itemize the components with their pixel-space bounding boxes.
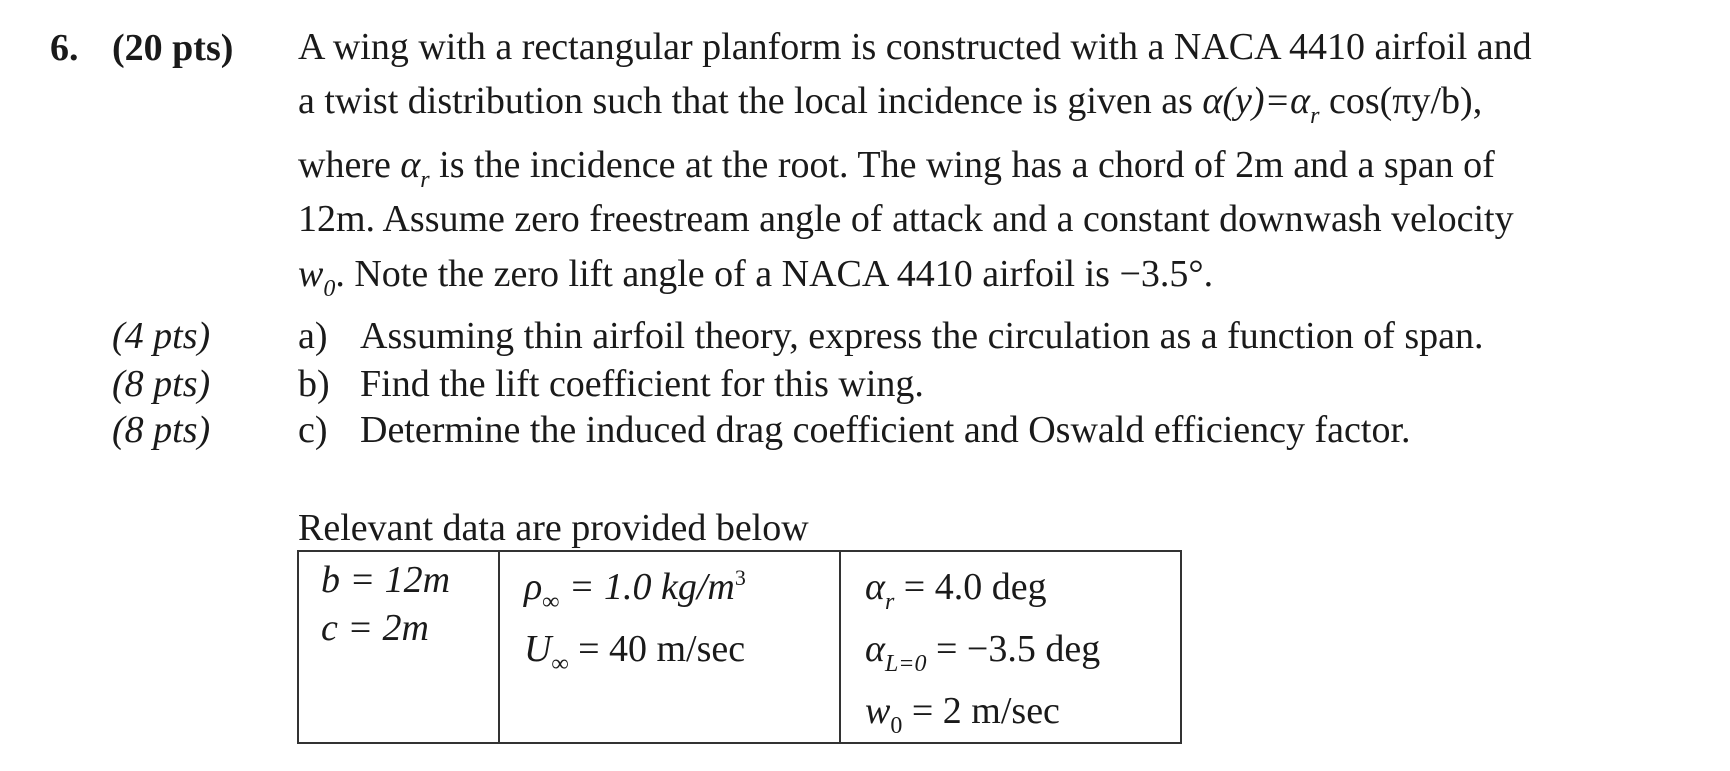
incidence-equation: $\alpha(y)=\alpha_r$ cos(πy/b),	[1202, 80, 1483, 129]
downwash-value: $w_0 = 2$ m/sec	[865, 690, 1060, 739]
data-col-flow	[499, 551, 840, 743]
intro-line-2	[298, 80, 1658, 129]
intro-line-4: 12m. Assume zero freestream angle of attack and a constant downwash velocity	[298, 198, 1514, 240]
velocity-value: $U_\infty = 40$ m/sec	[524, 628, 746, 677]
part-c-text: Determine the induced drag coefficient and Oswald efficiency factor.	[360, 409, 1411, 451]
part-c-points: (8 pts)	[112, 409, 211, 451]
w0-symbol: $w_0$	[298, 253, 336, 302]
intro-line-2-text: a twist distribution such that the local incidence is given as	[298, 80, 1193, 122]
density-value: $\rho_\infty = 1.0$ $kg/m^3$	[524, 565, 746, 615]
intro-line-3: where $\alpha_r$ is the incidence at the root. The wing has a chord of 2m and a span of	[298, 144, 1495, 193]
data-col-geometry	[298, 551, 499, 743]
question-number: 6.	[50, 27, 79, 69]
part-b-points: (8 pts)	[112, 363, 211, 405]
part-a-points: (4 pts)	[112, 315, 211, 357]
span-value: b = 12m	[321, 559, 451, 601]
zero-lift-angle-value: $\alpha_{L=0} = -3.5$ deg	[865, 628, 1101, 677]
part-b-label: b)	[298, 363, 330, 405]
part-b-text: Find the lift coefficient for this wing.	[360, 363, 924, 405]
intro-line-5: $w_0$. Note the zero lift angle of a NACA 4410 airfoil is −3.5°.	[298, 253, 1214, 302]
part-a-label: a)	[298, 315, 328, 357]
data-col-angles	[840, 551, 1181, 743]
chord-value: c = 2m	[321, 607, 429, 649]
data-caption: Relevant data are provided below	[298, 507, 809, 549]
data-table	[297, 550, 1182, 744]
root-incidence-value: $\alpha_r = 4.0$ deg	[865, 566, 1047, 615]
part-a-text: Assuming thin airfoil theory, express the circulation as a function of span.	[360, 315, 1484, 357]
question-points: (20 pts)	[112, 27, 234, 69]
alpha-r-symbol: $\alpha_r$	[400, 144, 430, 193]
part-c-label: c)	[298, 409, 328, 451]
intro-line-1: A wing with a rectangular planform is constructed with a NACA 4410 airfoil and	[298, 26, 1532, 68]
